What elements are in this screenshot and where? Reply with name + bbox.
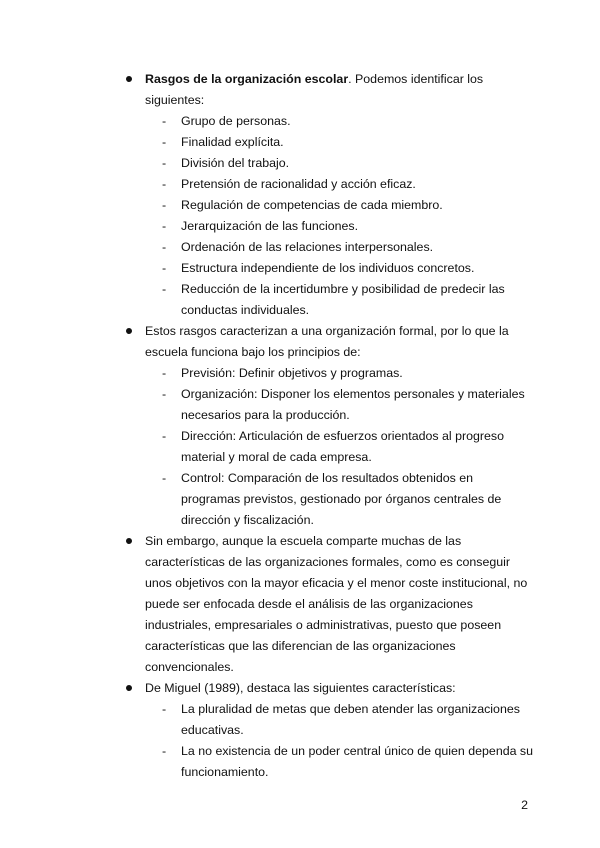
bullet-text: Sin embargo, aunque la escuela comparte muchas de las características de las organizaciones formales, como es conseguir unos objetivos con la mayor eficacia y el menor coste institucional, no puede ser enfocada desde el análisis de las organizaciones industriales, empresariales o administrativas, puesto que poseen características que las diferencian de las organizaciones convencionales. <box>145 534 528 674</box>
dash-icon: - <box>162 114 167 128</box>
sublist <box>124 111 534 321</box>
list-item-text: Grupo de personas. <box>181 114 291 128</box>
sublist <box>124 363 534 531</box>
bullet-item <box>124 321 534 363</box>
list-item-text: Jerarquización de las funciones. <box>181 219 359 233</box>
list-item-text: Regulación de competencias de cada miembro. <box>181 198 443 212</box>
list-item-text: Control: Comparación de los resultados obtenidos en programas previstos, gestionado por órganos centrales de dirección y fiscalización. <box>181 471 502 527</box>
bullet-item <box>124 531 534 678</box>
bullet-dot-icon <box>126 76 132 82</box>
list-item-text: Previsión: Definir objetivos y programas. <box>181 366 403 380</box>
dash-icon: - <box>162 471 167 485</box>
list-item-text: La no existencia de un poder central único de quien dependa su funcionamiento. <box>181 744 534 779</box>
list-item <box>124 132 534 153</box>
list-item <box>124 363 534 384</box>
bullet-text: De Miguel (1989), destaca las siguientes características: <box>145 681 456 695</box>
list-item-text: Organización: Disponer los elementos personales y materiales necesarios para la producción. <box>181 387 525 422</box>
list-item <box>124 195 534 216</box>
dash-icon: - <box>162 177 167 191</box>
dash-icon: - <box>162 366 167 380</box>
list-item <box>124 279 534 321</box>
list-item <box>124 174 534 195</box>
bullet-heading: Rasgos de la organización escolar <box>145 72 349 86</box>
list-item-text: Dirección: Articulación de esfuerzos orientados al progreso material y moral de cada empresa. <box>181 429 505 464</box>
page-number: 2 <box>521 798 528 812</box>
sublist <box>124 699 534 783</box>
list-item <box>124 216 534 237</box>
dash-icon: - <box>162 702 167 716</box>
list-item <box>124 741 534 783</box>
list-item <box>124 699 534 741</box>
dash-icon: - <box>162 261 167 275</box>
document-body <box>124 69 534 783</box>
list-item-text: Finalidad explícita. <box>181 135 284 149</box>
list-item <box>124 468 534 531</box>
bullet-dot-icon <box>126 685 132 691</box>
list-item-text: División del trabajo. <box>181 156 290 170</box>
bullet-text: Estos rasgos caracterizan a una organización formal, por lo que la escuela funciona bajo los principios de: <box>145 324 509 359</box>
bullet-item <box>124 678 534 699</box>
list-item-text: La pluralidad de metas que deben atender las organizaciones educativas. <box>181 702 520 737</box>
dash-icon: - <box>162 282 167 296</box>
list-item-text: Ordenación de las relaciones interpersonales. <box>181 240 434 254</box>
dash-icon: - <box>162 135 167 149</box>
bullet-dot-icon <box>126 538 132 544</box>
list-item-text: Estructura independiente de los individuos concretos. <box>181 261 475 275</box>
dash-icon: - <box>162 744 167 758</box>
list-item <box>124 426 534 468</box>
dash-icon: - <box>162 240 167 254</box>
bullet-body: . Podemos identificar los siguientes: <box>145 72 484 107</box>
list-item <box>124 111 534 132</box>
list-item <box>124 153 534 174</box>
list-item-text: Reducción de la incertidumbre y posibilidad de predecir las conductas individuales. <box>181 282 505 317</box>
list-item <box>124 237 534 258</box>
dash-icon: - <box>162 387 167 401</box>
dash-icon: - <box>162 156 167 170</box>
bullet-text <box>145 69 534 111</box>
bullet-dot-icon <box>126 328 132 334</box>
list-item <box>124 258 534 279</box>
dash-icon: - <box>162 198 167 212</box>
dash-icon: - <box>162 429 167 443</box>
list-item-text: Pretensión de racionalidad y acción eficaz. <box>181 177 416 191</box>
list-item <box>124 384 534 426</box>
dash-icon: - <box>162 219 167 233</box>
bullet-item <box>124 69 534 111</box>
